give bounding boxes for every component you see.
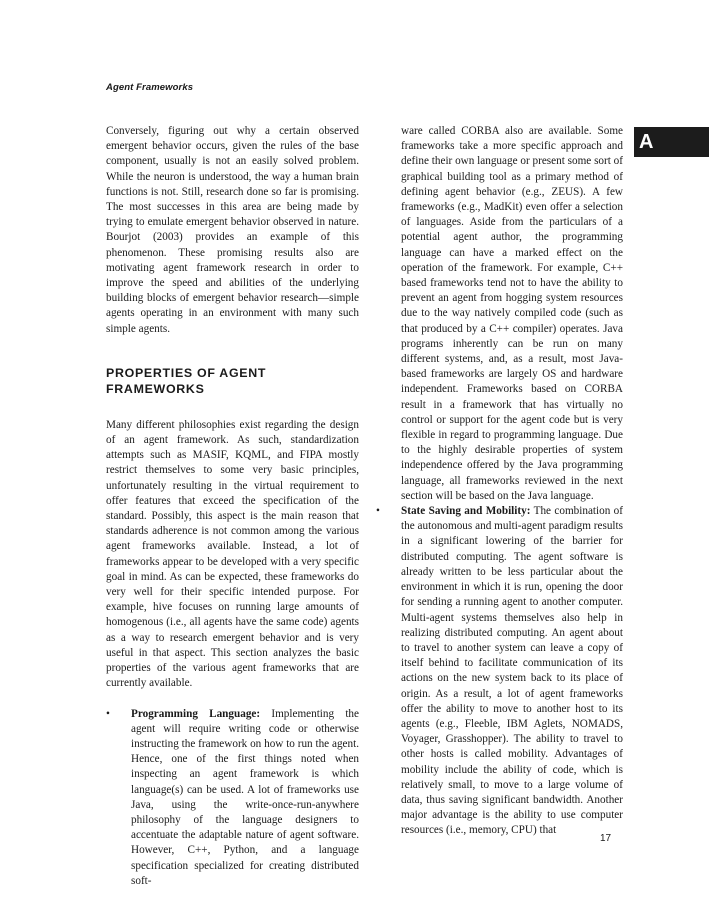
- bullet-term: Programming Language:: [131, 707, 261, 720]
- right-column: [376, 124, 623, 839]
- bullet-text: The combination of the autonomous and multi-agent paradigm results in a significant lowering of the barrier for distributed computing. The agent software is already written to be less particular about the environment in which it is run, opening the door for sending a running agent to another computer. Multi-agent systems themselves also help in realizing distributed computing. An agent about to travel to another system can leave a copy of itself behind to facilitate communication of its actions on the new system back to its place of origin. As a result, a lot of agent frameworks offer the ability to move to another host to its agents (e.g., Fleeble, IBM Aglets, NOMADS, Voyager, Grasshopper). The ability to travel to other hosts is called mobility. Advantages of mobility include the ability of code, which is relatively small, to move to a large volume of data, thus saving significant bandwidth. Another major advantage is the ability to use computer resources (i.e., memory, CPU) that: [401, 505, 623, 837]
- section-heading: PROPERTIES OF AGENT FRAMEWORKS: [106, 365, 267, 396]
- page-number: 17: [600, 833, 612, 844]
- bullet-item-state-saving: [376, 504, 623, 838]
- bullet-icon: •: [106, 707, 110, 720]
- intro-paragraph: Conversely, figuring out why a certain observed emergent behavior occurs, given the rules of the base component, usually is not an easily solved problem. While the neuron is understood, the way a human brain functions is not. Still, research done so far is promising. The most successes in this area are being made by trying to emulate emergent behavior observed in nature. Bourjot (2003) provides an example of this phenomenon. These promising results also are motivating agent framework research in order to improve the speed and abilities of the underlying building blocks of emergent behavior research—simple agents operating in an environment with many such simple agents.: [106, 125, 359, 335]
- left-column: [106, 124, 359, 889]
- bullet-item-programming-language: [106, 707, 359, 889]
- bullet-text: Implementing the agent will require writing code or otherwise instructing the framework on how to run the agent. Hence, one of the first things noted when inspecting an agent framework is which language(s) can be used. A lot of frameworks use Java, using the write-once-run-anywhere philosophy of the language designers to accentuate the adaptable nature of agent software. However, C++, Python, and a language specification specialized for creating distributed soft-: [131, 707, 359, 887]
- section-tab: A: [634, 127, 709, 157]
- bullet-term: State Saving and Mobility:: [401, 505, 531, 518]
- section-paragraph: Many different philosophies exist regarding the design of an agent framework. As such, standardization attempts such as MASIF, KQML, and FIPA mostly restrict themselves to some very basic principles, unfortunately resulting in the virtual requirement to offer features that exceed the specification of the standard. Possibly, this aspect is the main reason that standards adherence is not common among the various agent frameworks available. Instead, a lot of frameworks appear to be developed with a very specific goal in mind. As can be expected, these frameworks do very well for their specific intended purpose. For example, hive focuses on running large amounts of homogenous (i.e., all agents have the same code) agents as a way to research emergent behavior and is very useful in that aspect. This section analyzes the basic properties of the various agent frameworks that are currently available.: [106, 418, 359, 690]
- running-header: Agent Frameworks: [106, 82, 194, 93]
- continued-paragraph: ware called CORBA also are available. Some frameworks take a more specific approach and define their own language or present some sort of graphical building tool as a primary method of defining agent behavior (e.g., ZEUS). A few frameworks (e.g., MadKit) even offer a selection of languages. Aside from the particulars of a potential agent author, the programming language can have a marked effect on the operation of the framework. For example, C++ based frameworks tend not to have the ability to prevent an agent from hogging system resources due to the way natively compiled code (such as that produced by a C++ compiler) operates. Java programs inherently can be run on many different systems, and, as a result, most Java-based frameworks are largely OS and hardware independent. Frameworks based on CORBA result in a framework that has virtually no control or support for the agent code but is very flexible in regard to programming language. Due to the highly desirable properties of system independence offered by the Java programming language, all frameworks reviewed in the next section will be based on the Java language.: [401, 125, 623, 502]
- bullet-icon: •: [376, 505, 380, 518]
